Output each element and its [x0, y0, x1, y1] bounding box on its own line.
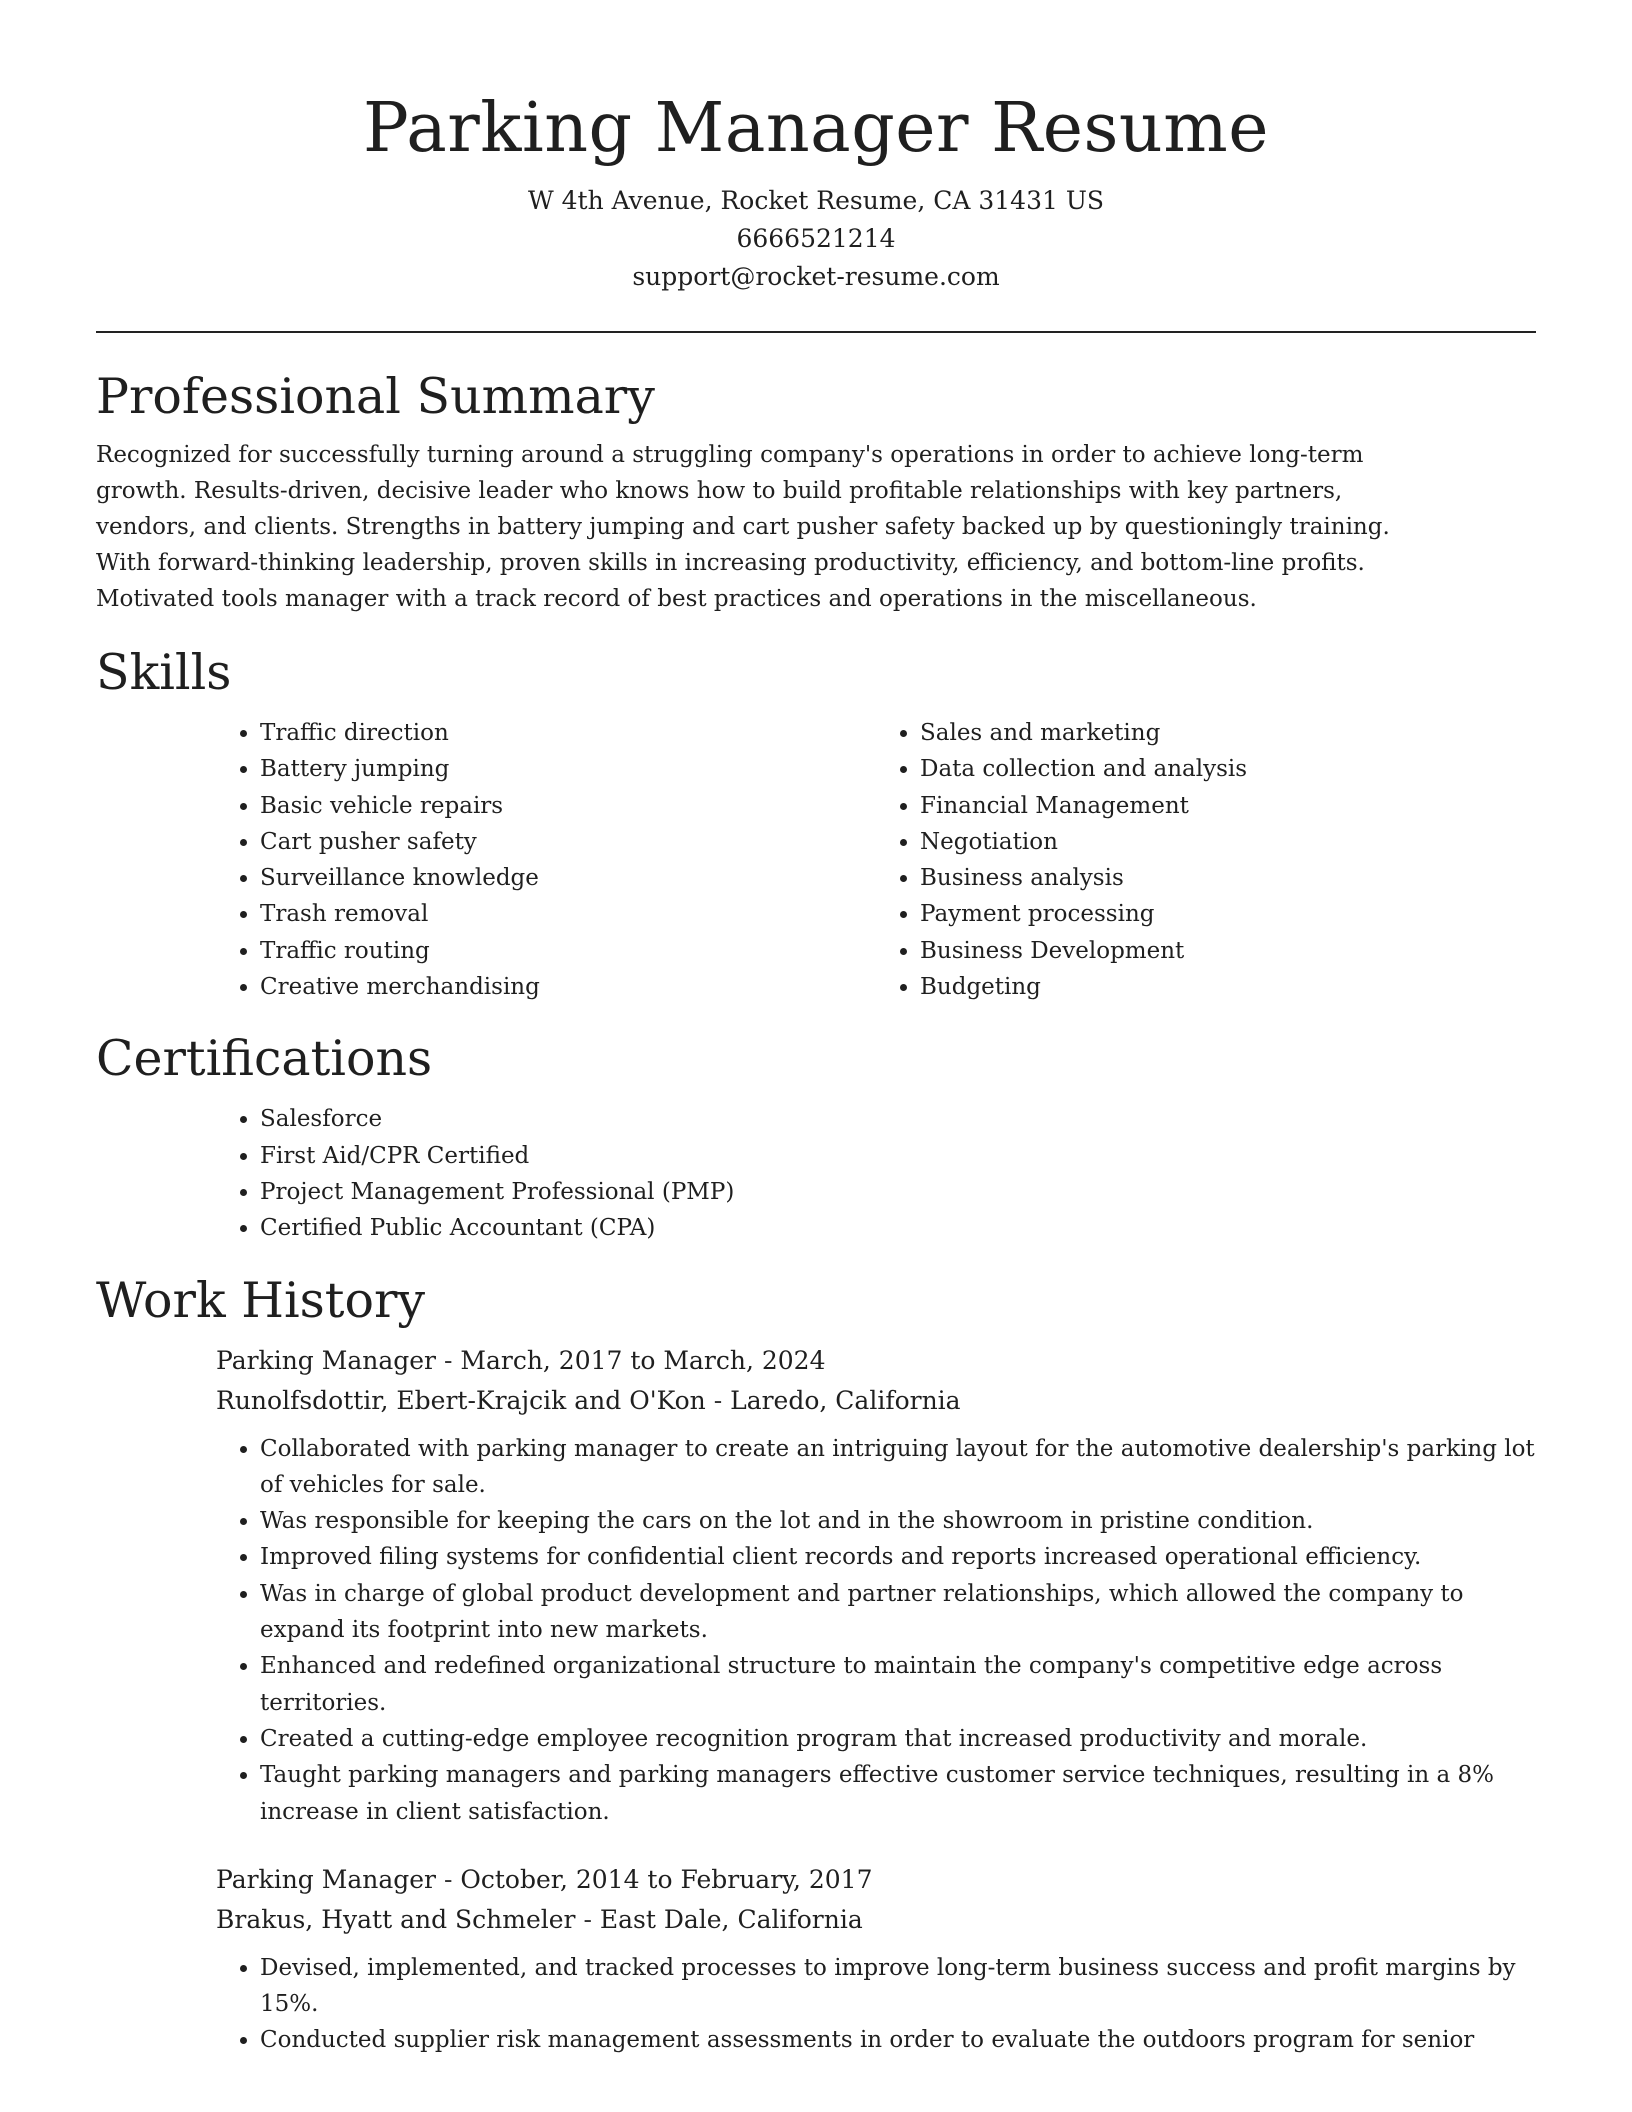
skill-item: • Business Development	[920, 933, 1536, 969]
skill-item: • Surveillance knowledge	[260, 860, 876, 896]
phone-text: 6666521214	[736, 224, 896, 253]
job-title: Parking Manager	[216, 1345, 437, 1375]
skill-item: • Cart pusher safety	[260, 824, 876, 860]
certification-item: • First Aid/CPR Certified	[260, 1138, 1536, 1174]
job-bullet: • Conducted supplier risk management assessments in order to evaluate the outdoors program for senior	[260, 2022, 1536, 2058]
address-text: W 4th Avenue, Rocket Resume, CA 31431 US	[527, 186, 1105, 215]
resume-header	[96, 0, 1536, 296]
summary-section	[96, 365, 1536, 617]
job-title-line: Parking Manager - October, 2014 to February, 2017	[216, 1864, 873, 1894]
skill-item: • Traffic direction	[260, 715, 876, 751]
skill-item: • Data collection and analysis	[920, 751, 1536, 787]
header-divider	[96, 331, 1536, 333]
job-title-line: Parking Manager - March, 2017 to March, 2024	[216, 1345, 826, 1375]
skill-item: • Battery jumping	[260, 751, 876, 787]
job-company-line: Runolfsdottir, Ebert-Krajcik and O'Kon - Laredo, California	[216, 1385, 961, 1415]
job-dates: October, 2014 to February, 2017	[460, 1864, 873, 1894]
work-history-heading: Work History	[96, 1271, 426, 1329]
skill-item: • Negotiation	[920, 824, 1536, 860]
skill-item: • Financial Management	[920, 788, 1536, 824]
certifications-heading: Certifications	[96, 1030, 433, 1088]
skill-item: • Trash removal	[260, 896, 876, 932]
summary-heading: Professional Summary	[96, 368, 655, 425]
skill-item: • Payment processing	[920, 896, 1536, 932]
job-company: Brakus, Hyatt and Schmeler	[216, 1904, 576, 1934]
job-bullet: • Collaborated with parking manager to create an intriguing layout for the automotive dealership's parking lot of vehicles for sale.	[260, 1431, 1536, 1504]
job-bullet: • Devised, implemented, and tracked processes to improve long-term business success and profit margins by 15%.	[260, 1950, 1536, 2023]
certification-item: • Project Management Professional (PMP)	[260, 1174, 1536, 1210]
job-entry	[216, 1860, 1536, 2059]
job-bullets	[216, 1950, 1536, 2059]
skill-item: • Business analysis	[920, 860, 1536, 896]
skill-item: • Traffic routing	[260, 933, 876, 969]
job-title: Parking Manager	[216, 1864, 437, 1894]
job-location: Laredo, California	[730, 1385, 961, 1415]
job-bullet: • Taught parking managers and parking managers effective customer service techniques, resulting in a 8% increase in client satisfaction.	[260, 1757, 1536, 1830]
certifications-list	[216, 1101, 1536, 1246]
email-text: support@rocket-resume.com	[632, 262, 1000, 291]
resume-title: Parking Manager Resume	[363, 89, 1269, 168]
skills-list-right	[876, 715, 1536, 1005]
skill-item: • Creative merchandising	[260, 969, 876, 1005]
skill-item: • Sales and marketing	[920, 715, 1536, 751]
job-dates: March, 2017 to March, 2024	[460, 1345, 826, 1375]
job-bullet: • Enhanced and redefined organizational structure to maintain the company's competitive edge across territories.	[260, 1648, 1536, 1721]
job-company: Runolfsdottir, Ebert-Krajcik and O'Kon	[216, 1385, 706, 1415]
job-bullet: • Was responsible for keeping the cars on the lot and in the showroom in pristine condition.	[260, 1503, 1536, 1539]
skills-heading: Skills	[96, 644, 232, 701]
job-company-line: Brakus, Hyatt and Schmeler - East Dale, California	[216, 1904, 863, 1934]
contact-info	[96, 182, 1536, 296]
job-bullet: • Created a cutting-edge employee recognition program that increased productivity and morale.	[260, 1721, 1536, 1757]
skill-item: • Budgeting	[920, 969, 1536, 1005]
skills-list-left	[216, 715, 876, 1005]
summary-text: Recognized for successfully turning around a struggling company's operations in order to achieve long-term growth. Results-driven, decisive leader who knows how to build profitable relationships with key partners, vendors, and clients. Strengths in battery jumping and cart pusher safety backed up by questioningly training. With forward-thinking leadership, proven skills in increasing productivity, efficiency, and bottom-line profits. Motivated tools manager with a track record of best practices and operations in the miscellaneous.	[96, 442, 1390, 612]
skill-item: • Basic vehicle repairs	[260, 788, 876, 824]
job-entry	[216, 1341, 1536, 1830]
certifications-section	[96, 1027, 1536, 1246]
skills-columns	[216, 715, 1536, 1005]
job-location: East Dale, California	[599, 1904, 863, 1934]
certification-item: • Certified Public Accountant (CPA)	[260, 1210, 1536, 1246]
job-bullets	[216, 1431, 1536, 1830]
job-bullet: • Improved filing systems for confidential client records and reports increased operational efficiency.	[260, 1539, 1536, 1575]
skills-section	[96, 641, 1536, 1005]
work-history-section	[96, 1269, 1536, 2059]
job-bullet: • Was in charge of global product development and partner relationships, which allowed the company to expand its footprint into new markets.	[260, 1576, 1536, 1649]
resume-page	[96, 0, 1536, 2059]
certification-item: • Salesforce	[260, 1101, 1536, 1137]
